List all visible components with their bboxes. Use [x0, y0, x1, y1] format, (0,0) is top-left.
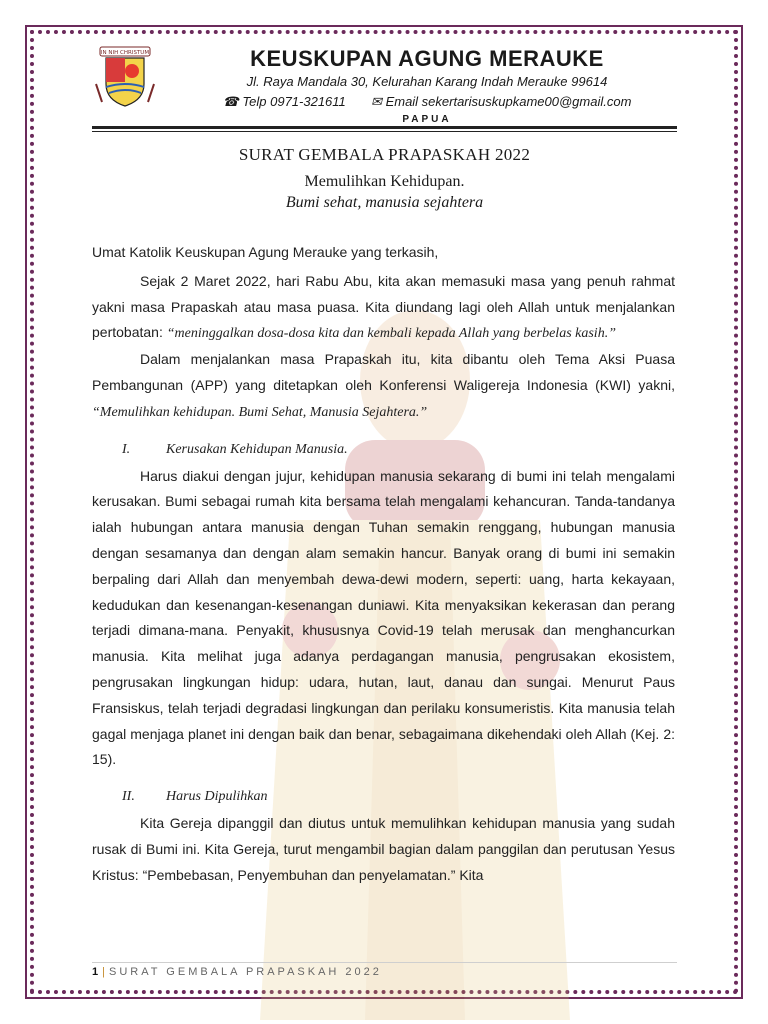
page-footer: [92, 966, 382, 978]
section-heading-1: I. Kerusakan Kehidupan Manusia.: [122, 441, 348, 457]
envelope-icon: ✉: [371, 94, 382, 109]
contact-line: [192, 94, 662, 110]
svg-text:IN NIH CHRISTUM: IN NIH CHRISTUM: [100, 50, 150, 56]
intro-quote-1: “meninggalkan dosa-dosa kita dan kembali kepada Allah yang berbelas kasih.”: [166, 326, 616, 342]
letter-body: [92, 240, 675, 889]
running-title: SURAT GEMBALA PRAPASKAH 2022: [108, 966, 382, 978]
footer-rule: [92, 962, 677, 963]
greeting: Umat Katolik Keuskupan Agung Merauke yang terkasih,: [92, 244, 439, 260]
document-theme: Bumi sehat, manusia sejahtera: [285, 194, 484, 211]
section-paragraph-1: Harus diakui dengan jujur, kehidupan manusia sekarang di bumi ini telah mengalami kerusakan. Bumi sebagai rumah kita bersama telah mengalami kehancuran. Tanda-tandanya ialah hubungan antara manusia dengan Tuhan semakin renggang, hubungan manusia dengan sesamanya dan dengan alam semakin hancur. Banyak orang di bumi ini semakin berpaling dari Allah dan menyembah dewa-dewi modern, seperti: uang, harta kekayaan, kedudukan dan kesenangan-kesenangan duniawi. Kita menyaksikan kekerasan dan perang terjadi dimana-mana. Penyakit, khususnya Covid-19 telah merusak dan menghancurkan manusia. Kita melihat juga adanya perdagangan manusia, pengrusakan ekosistem, pengrusakan lingkungan hidup: udara, hutan, laut, danau dan sungai. Menurut Paus Fransiskus, telah terjadi degradasi lingkungan dan perilaku konsumeristis. Kita manusia telah gagal menjaga planet ini dengan baik dan benar, sebagaimana dikehendaki oleh Allah (Kej. 2: 15).: [92, 467, 675, 768]
organization-name: KEUSKUPAN AGUNG MERAUKE: [250, 46, 604, 71]
document-title: SURAT GEMBALA PRAPASKAH 2022: [238, 145, 531, 164]
intro-paragraph-2: Dalam menjalankan masa Prapaskah itu, kita dibantu oleh Tema Aksi Puasa Pembangunan (APP) yang ditetapkan oleh Konferensi Waligereja Indonesia (KWI) yakni, “Memulihkan kehidupan. Bumi Sehat, Manusia Sejahtera.”: [92, 351, 675, 420]
section-heading-2: II. Harus Dipulihkan: [122, 789, 268, 805]
letterhead-rule-thin: [92, 131, 677, 132]
letterhead-rule-thick: [92, 126, 677, 129]
letterhead: [92, 40, 677, 136]
intro-paragraph-1: Sejak 2 Maret 2022, hari Rabu Abu, kita akan memasuki masa yang penuh rahmat yakni masa Prapaskah atau masa puasa. Kita diundang lagi oleh Allah untuk menjalankan pertobatan: “meninggalkan dosa-dosa kita dan kembali kepada Allah yang berbelas kasih.”: [92, 272, 675, 342]
email-address: Email sekertarisuskupkame00@gmail.com: [385, 94, 632, 109]
page-number: 1: [92, 966, 100, 978]
archdiocese-logo: [92, 44, 158, 110]
address: Jl. Raya Mandala 30, Kelurahan Karang Indah Merauke 99614: [246, 74, 608, 89]
phone-icon: ☎: [222, 94, 239, 109]
document-subtitle: Memulihkan Kehidupan.: [304, 173, 465, 190]
section-paragraph-2: Kita Gereja dipanggil dan diutus untuk memulihkan kehidupan manusia yang sudah rusak di Bumi ini. Kita Gereja, turut mengambil bagian dalam panggilan dan perutusan Yesus Kristus: “Pembebasan, Penyembuhan dan penyelamatan.” Kita: [92, 815, 675, 883]
intro-quote-2: “Memulihkan kehidupan. Bumi Sehat, Manusia Sejahtera.”: [92, 404, 428, 420]
phone-number: Telp 0971-321611: [242, 94, 346, 109]
footer-separator: |: [102, 966, 106, 978]
province: PAPUA: [402, 114, 452, 125]
